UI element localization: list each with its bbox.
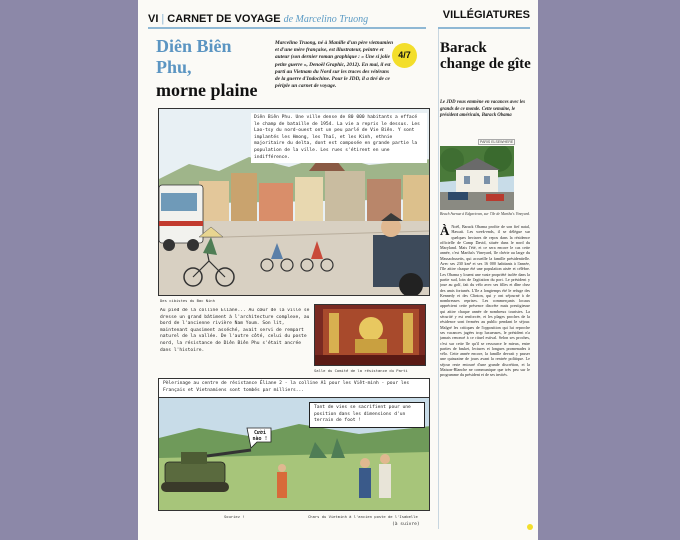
panel2-caption: Salle du Comité de la résistance du Parti — [314, 368, 408, 373]
page-number: VI — [148, 13, 159, 25]
newspaper-page — [138, 0, 538, 540]
article-intro: Marcelino Truong, né à Manille d'un père vietnamien et d'une mère française, est illustrateur, peintre et auteur (son dernier roman graphique : « Une si jolie petite guerre », Denoël Graphic, 2012). En mai, il est parti au Vietnam du Nord sur les traces des vétérans de la guerre d'Indochine. Pour le JDD, il a tiré de ce périple un carnet de voyage. — [275, 40, 394, 90]
sidebar-body-text: Noël, Barack Obama profite de son fief natal, Hawaii. Les week-ends, il se délègue sur quelques hectares de repos dans la résidence officielle de Camp David, située dans le nord du Maryland. Mais l'été, et ce sera encore le cas cette année, c'est Martha's Vineyard, île chérie au large du Massachusetts, qui accueille la famille présidentielle. Avec ses 230 km² et ses 16 000 habitants à l'année, l'île attire chaque été une population aisée et célèbre. Les Obama y louent une vaste propriété isolée dans la partie sud, loin de l'agitation du port. Le président y joue au golf, fait du vélo avec ses filles et dîne chez des amis fortunés. L'île a longtemps été le refuge des Kennedy et des Clinton, qui y ont séjourné à de nombreuses reprises. Les commerçants locaux apprécient cette présence discrète mais prestigieuse qui attire chaque année de nombreux touristes. La sécurité y est renforcée, et les plages proches de la résidence sont fermées au public pendant le séjour. Malgré les critiques de l'opposition qui lui reproche ses vacances jugées trop luxueuses, le président n'a jamais renoncé à ce rituel estival. Selon ses proches, c'est sur cette île qu'il se ressource le mieux, entre parties de basket, lectures et longues promenades à vélo. Cette année encore, la famille devrait y passer une quinzaine de jours avant la rentrée politique. Le séjour reste entouré d'une grande discrétion, et la Maison-Blanche ne communique que très peu sur le programme du président et de ses invités. — [440, 224, 530, 378]
sidebar-body — [440, 224, 530, 518]
panel3-caption-right: Chars du Vietminh à l'ancien poste de l'Isabelle — [308, 514, 418, 519]
sidebar-title: Barack change de gîte — [440, 40, 531, 72]
beach-street-photo — [440, 146, 514, 210]
monument-illustration — [315, 305, 426, 366]
sidebar-lead: Le JDD vous emmène en vacances avec les grands de ce monde. Cette semaine, le président américain, Barack Obama — [440, 100, 526, 119]
comic-panel-street — [158, 108, 430, 296]
speech-bubble-smile: Cười nào ! — [252, 430, 268, 442]
panel2-narration: Au pied de la colline Éliane... Au cœur de la ville se dresse un grand bâtiment à l'architecture complexe, au bord de l'ancienne rivière Nam Youm. Son lit, maintenant quasiment asséché, avait servi de rempart naturel de la vallée. De l'autre côté, celui du poste nord, la résistance de Diên Biên Phu s'était ancrée dans l'histoire. — [160, 308, 310, 353]
page-header — [148, 9, 426, 29]
speech-bubble-sacrifice: Tant de vies se sacrifient pour une position dans les dimensions d'un terrain de foot ! — [309, 402, 425, 428]
comic-panel-monument — [314, 304, 426, 366]
sidebar-photo — [440, 146, 514, 210]
episode-badge: 4/7 — [392, 43, 417, 68]
author-line: de Marcelino Truong — [283, 14, 369, 25]
article-title-line2: morne plaine — [156, 80, 258, 100]
end-mark-icon — [526, 518, 533, 536]
panel1-caption: Des cibistes du Bac Ninh — [160, 298, 215, 303]
comic-panel-tank — [158, 397, 430, 511]
panel1-narration: Diên Biên Phu. Une ville dense de 80 000 habitants a effacé le champ de bataille de 1954. La vie a repris le dessus. Les Lao-tsy du nord-ouest ont un peu parlé de Vie Biên. Y sont implantés les Hmong, les Thaï, et les Kinh, ethnie majoritaire du delta, dont est composée en grande partie la population de la ville. Les rues s'étirent en une indifférence. — [251, 113, 427, 163]
section-title: CARNET DE VOYAGE — [167, 13, 281, 25]
article-title-line1: Diên Biên Phu, — [156, 36, 232, 77]
panel3-caption-left: Souriez ! — [224, 514, 245, 519]
to-be-continued: (à suivre) — [392, 522, 420, 527]
photo-caption: Beach Avenue à Edgartown, sur l'île de Martha's Vineyard. — [440, 212, 530, 216]
right-section-title: VILLÉGIATURES — [438, 9, 530, 29]
header-separator: | — [161, 13, 165, 25]
photo-credit: PARIS ELSEWHERE — [480, 140, 514, 144]
panel3-header: Pèlerinage au centre de résistance Éliane 2 - la colline A1 pour les Viêt-minh - pour les Français et Vietnamiens sont tombés par milliers... — [158, 378, 430, 398]
sidebar-dropcap: À — [440, 224, 450, 238]
